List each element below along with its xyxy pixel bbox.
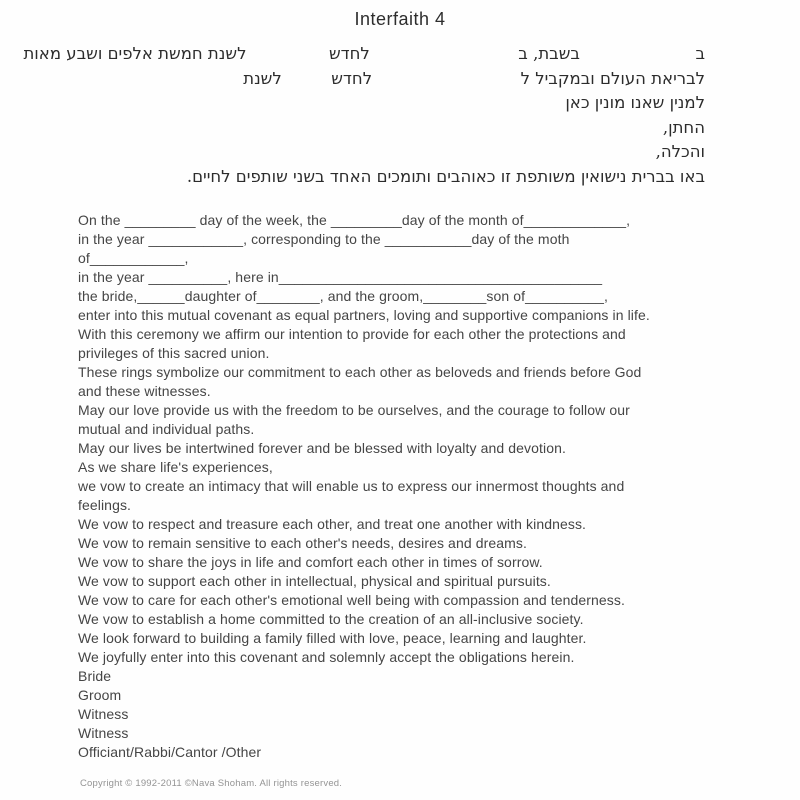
signature-label-bride: Bride	[78, 668, 112, 684]
english-text-line: We vow to share the joys in life and comfort each other in times of sorrow.	[78, 554, 543, 570]
english-text-line: privileges of this sacred union.	[78, 345, 270, 361]
english-text-line: mutual and individual paths.	[78, 421, 255, 437]
signature-label-witness-1: Witness	[78, 706, 129, 722]
english-text-line: feelings.	[78, 497, 132, 513]
english-text-line: in the year ____________, corresponding to the ___________day of the moth	[78, 231, 570, 247]
english-text-line: we vow to create an intimacy that will enable us to express our innermost thoughts and	[78, 478, 625, 494]
english-text-line: These rings symbolize our commitment to each other as beloveds and friends before God	[78, 364, 642, 380]
signature-label-groom: Groom	[78, 687, 122, 703]
english-text-line: We vow to support each other in intellectual, physical and spiritual pursuits.	[78, 573, 551, 589]
english-text-line: We vow to remain sensitive to each other's needs, desires and dreams.	[78, 535, 527, 551]
english-text-line: of____________,	[78, 250, 189, 266]
english-text-line: and these witnesses.	[78, 383, 211, 399]
hebrew-text-line-bride: והכלה,	[655, 142, 705, 161]
english-text-line: We vow to respect and treasure each other, and treat one another with kindness.	[78, 516, 587, 532]
english-text-line: We vow to establish a home committed to the creation of an all-inclusive society.	[78, 611, 584, 627]
hebrew-text-line-creation: לבריאת העולם ובמקביל ל לחדש לשנת	[243, 68, 705, 88]
english-text-line: enter into this mutual covenant as equal partners, loving and supportive companions in life.	[78, 307, 650, 323]
english-text-line: As we share life's experiences,	[78, 459, 273, 475]
english-text-line: With this ceremony we affirm our intention to provide for each other the protections and	[78, 326, 626, 342]
hebrew-text-line-groom: החתן,	[662, 117, 705, 137]
english-text-line: May our lives be intertwined forever and be blessed with loyalty and devotion.	[78, 440, 566, 456]
english-text-line: the bride,______daughter of________, and the groom,________son of__________,	[78, 288, 608, 304]
english-text-line: We joyfully enter into this covenant and solemnly accept the obligations herein.	[78, 649, 575, 665]
page-title: Interfaith 4	[354, 9, 446, 29]
footer-copyright: Copyright © 1992-2011 ©Nava Shoham. All rights reserved.	[80, 778, 343, 789]
english-text-line: On the _________ day of the week, the _________day of the month of_____________,	[78, 212, 631, 228]
hebrew-text-section	[23, 42, 705, 189]
hebrew-text-line-counting: למנין שאנו מונין כאן	[565, 93, 705, 112]
signature-label-officiant: Officiant/Rabbi/Cantor /Other	[78, 744, 262, 760]
hebrew-text-line-date: ב בשבת, ב לחדש לשנת חמשת אלפים ושבע מאות	[23, 44, 705, 63]
english-text-line: May our love provide us with the freedom to be ourselves, and the courage to follow our	[78, 402, 630, 418]
hebrew-text-line-covenant: באו בברית נישואין משותפת זו כאוהבים ותומכים האחד בשני שותפים לחיים.	[186, 166, 705, 186]
english-text-line: We look forward to building a family filled with love, peace, learning and laughter.	[78, 630, 587, 646]
english-text-section	[78, 211, 758, 762]
english-text-line: We vow to care for each other's emotional well being with compassion and tenderness.	[78, 592, 625, 608]
signature-label-witness-2: Witness	[78, 725, 129, 741]
english-text-line: in the year __________, here in_________________________________________	[78, 269, 603, 285]
